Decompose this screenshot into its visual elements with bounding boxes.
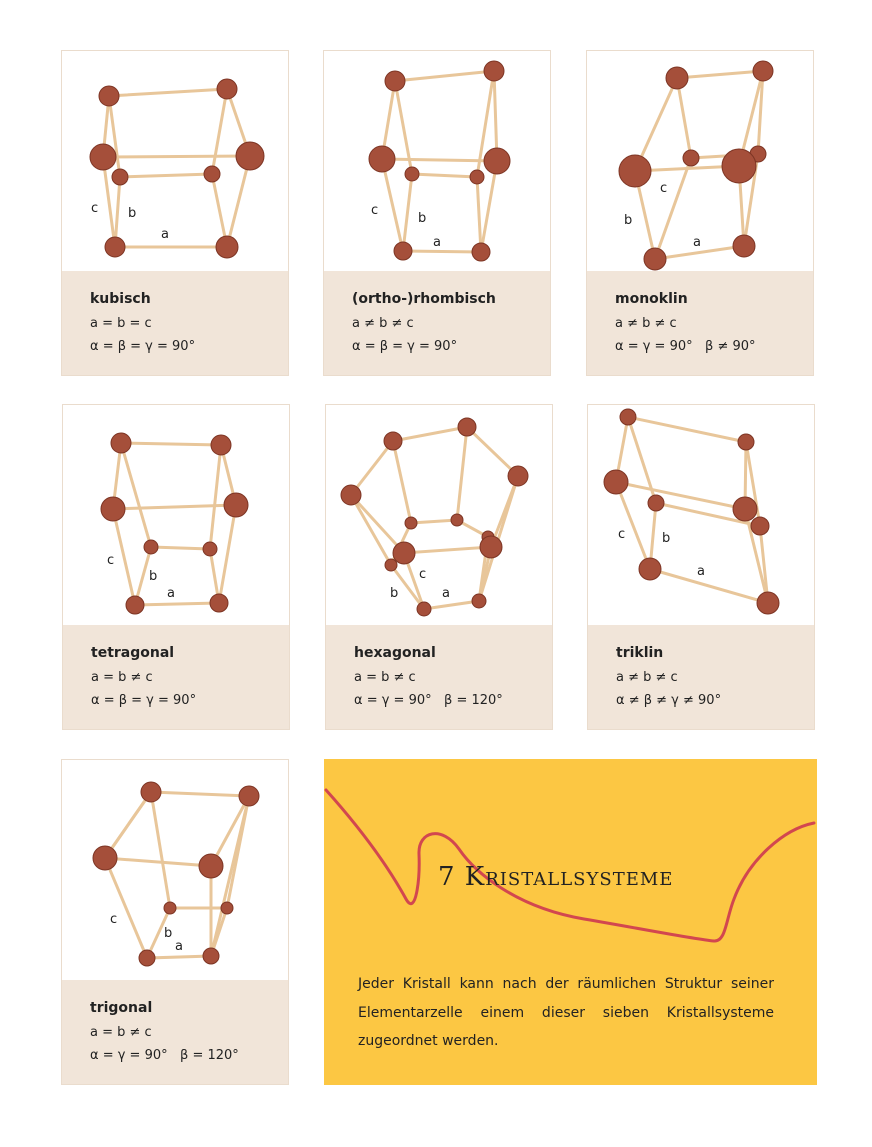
axis-relation: a ≠ b ≠ c — [616, 670, 678, 685]
angle-relation: α = β = γ = 90° — [90, 339, 196, 354]
system-name: trigonal — [90, 1000, 153, 1016]
edge-label-b: b — [149, 569, 158, 584]
model-photo-monoklin — [587, 51, 813, 271]
caption-kubisch — [62, 271, 288, 375]
edge-label-a: a — [693, 235, 701, 250]
edge-label-a: a — [167, 586, 175, 601]
system-name: hexagonal — [354, 645, 436, 661]
card-trigonal — [61, 759, 289, 1085]
axis-relation: a ≠ b ≠ c — [352, 316, 414, 331]
angle-relation: α = β = γ = 90° — [91, 693, 197, 708]
edge-label-c: c — [107, 553, 115, 568]
edge-label-c: c — [110, 912, 118, 927]
axis-relation: a = b ≠ c — [91, 670, 153, 685]
caption-monoklin — [587, 271, 813, 375]
model-photo-tetragonal — [63, 405, 289, 625]
axis-relation: a = b ≠ c — [354, 670, 416, 685]
angle-relation: α ≠ β ≠ γ ≠ 90° — [616, 693, 722, 708]
system-name: (ortho-)rhombisch — [352, 291, 496, 307]
axis-relation: a ≠ b ≠ c — [615, 316, 677, 331]
edge-label-c: c — [618, 527, 626, 542]
card-hexagonal — [325, 404, 553, 730]
caption-orthorhombisch — [324, 271, 550, 375]
model-photo-triklin — [588, 405, 814, 625]
info-title: 7 Kristallsysteme — [438, 862, 674, 892]
edge-label-b: b — [418, 211, 427, 226]
edge-label-a: a — [697, 564, 705, 579]
edge-label-a: a — [442, 586, 450, 601]
system-name: triklin — [616, 645, 664, 661]
model-photo-trigonal — [62, 760, 288, 980]
model-photo-hexagonal — [326, 405, 552, 625]
edge-label-b: b — [128, 206, 137, 221]
edge-label-b: b — [624, 213, 633, 228]
caption-hexagonal — [326, 625, 552, 729]
edge-label-b: b — [164, 926, 173, 941]
card-monoklin — [586, 50, 814, 376]
system-name: tetragonal — [91, 645, 175, 661]
system-name: monoklin — [615, 291, 688, 307]
angle-relation: α = γ = 90° β ≠ 90° — [615, 339, 756, 354]
card-tetragonal — [62, 404, 290, 730]
angle-relation: α = γ = 90° β = 120° — [354, 693, 503, 708]
edge-label-b: b — [662, 531, 671, 546]
edge-label-c: c — [91, 201, 99, 216]
angle-relation: α = γ = 90° β = 120° — [90, 1048, 239, 1063]
angle-relation: α = β = γ = 90° — [352, 339, 458, 354]
card-kubisch — [61, 50, 289, 376]
info-text: Jeder Kristall kann nach der räumlichen Struktur seiner Elementarzelle einem dieser sieben Kristallsysteme zugeordnet werden. — [358, 976, 774, 1049]
edge-label-b: b — [390, 586, 399, 601]
caption-triklin — [588, 625, 814, 729]
caption-tetragonal — [63, 625, 289, 729]
edge-label-c: c — [660, 181, 668, 196]
card-triklin — [587, 404, 815, 730]
axis-relation: a = b = c — [90, 316, 152, 331]
edge-label-a: a — [161, 227, 169, 242]
edge-label-c: c — [371, 203, 379, 218]
axis-relation: a = b ≠ c — [90, 1025, 152, 1040]
system-name: kubisch — [90, 291, 151, 307]
model-photo-orthorhombisch — [324, 51, 550, 271]
edge-label-a: a — [175, 939, 183, 954]
card-orthorhombisch — [323, 50, 551, 376]
edge-label-c: c — [419, 567, 427, 582]
model-photo-kubisch — [62, 51, 288, 271]
caption-trigonal — [62, 980, 288, 1084]
edge-label-a: a — [433, 235, 441, 250]
